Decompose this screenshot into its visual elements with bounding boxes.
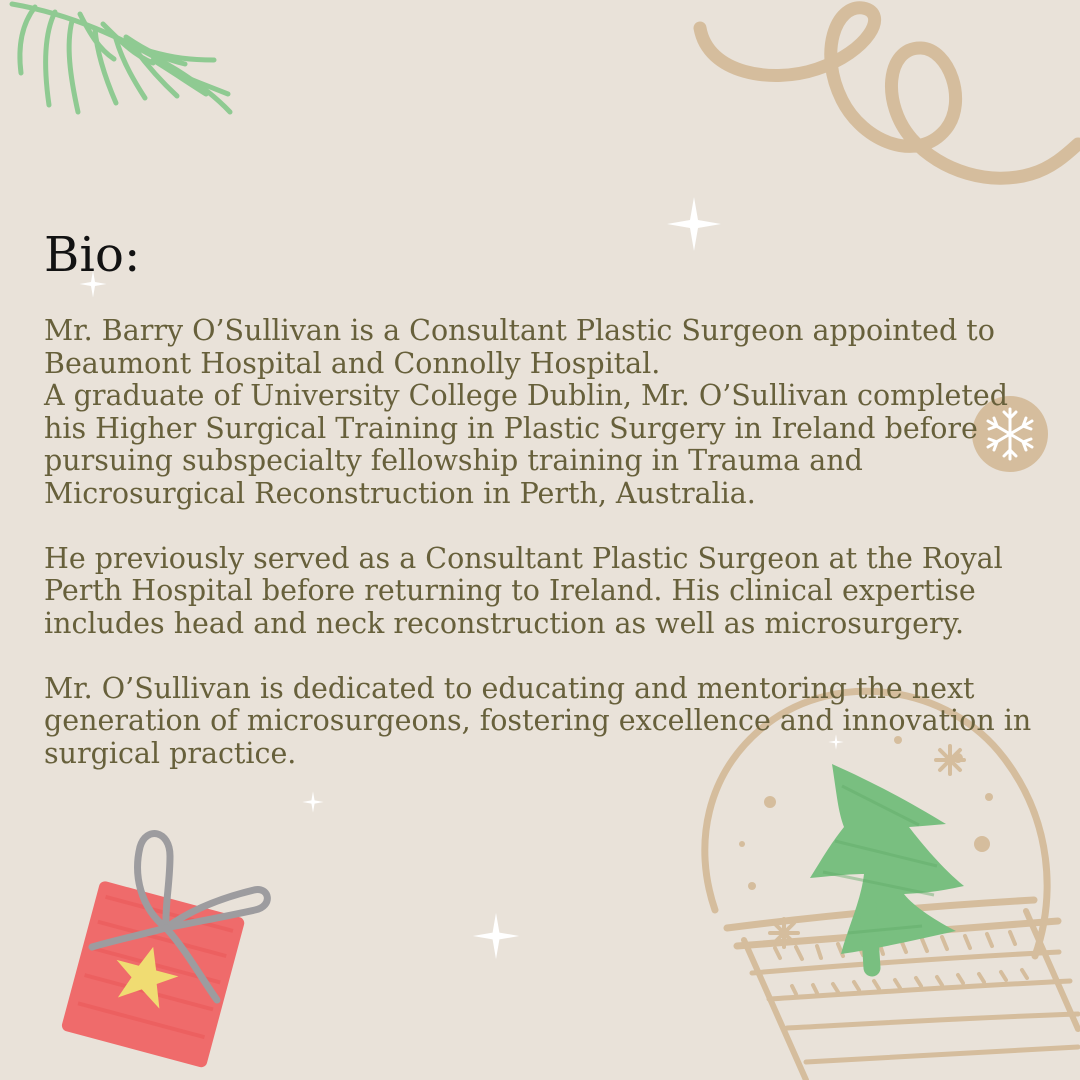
bio-paragraph: Mr. O’Sullivan is dedicated to educating and mentoring the next generation of microsurgeons, fostering excellence and innovation in surgical practice.	[44, 671, 1032, 770]
bio-text	[44, 315, 1034, 770]
sparkle-icon	[472, 912, 520, 960]
gift-box-icon	[42, 822, 282, 1062]
sparkle-icon	[666, 196, 722, 252]
bio-heading: Bio:	[44, 227, 141, 283]
bio-paragraph: Mr. Barry O’Sullivan is a Consultant Plastic Surgeon appointed to Beaumont Hospital and Connolly Hospital.	[44, 314, 995, 380]
paragraph-spacer	[44, 510, 1034, 543]
bio-paragraph: He previously served as a Consultant Plastic Surgeon at the Royal Perth Hospital before returning to Ireland. His clinical expertise includes head and neck reconstruction as well as microsurgery.	[44, 541, 1003, 640]
paragraph-spacer	[44, 640, 1034, 673]
sparkle-icon	[302, 791, 324, 813]
pine-branch-icon	[0, 0, 245, 140]
ribbon-swirl-icon	[690, 0, 1080, 200]
bio-paragraph: A graduate of University College Dublin, Mr. O’Sullivan completed his Higher Surgical Training in Plastic Surgery in Ireland before pursuing subspecialty fellowship training in Trauma and Microsurgical Reconstruction in Perth, Australia.	[44, 379, 1008, 510]
